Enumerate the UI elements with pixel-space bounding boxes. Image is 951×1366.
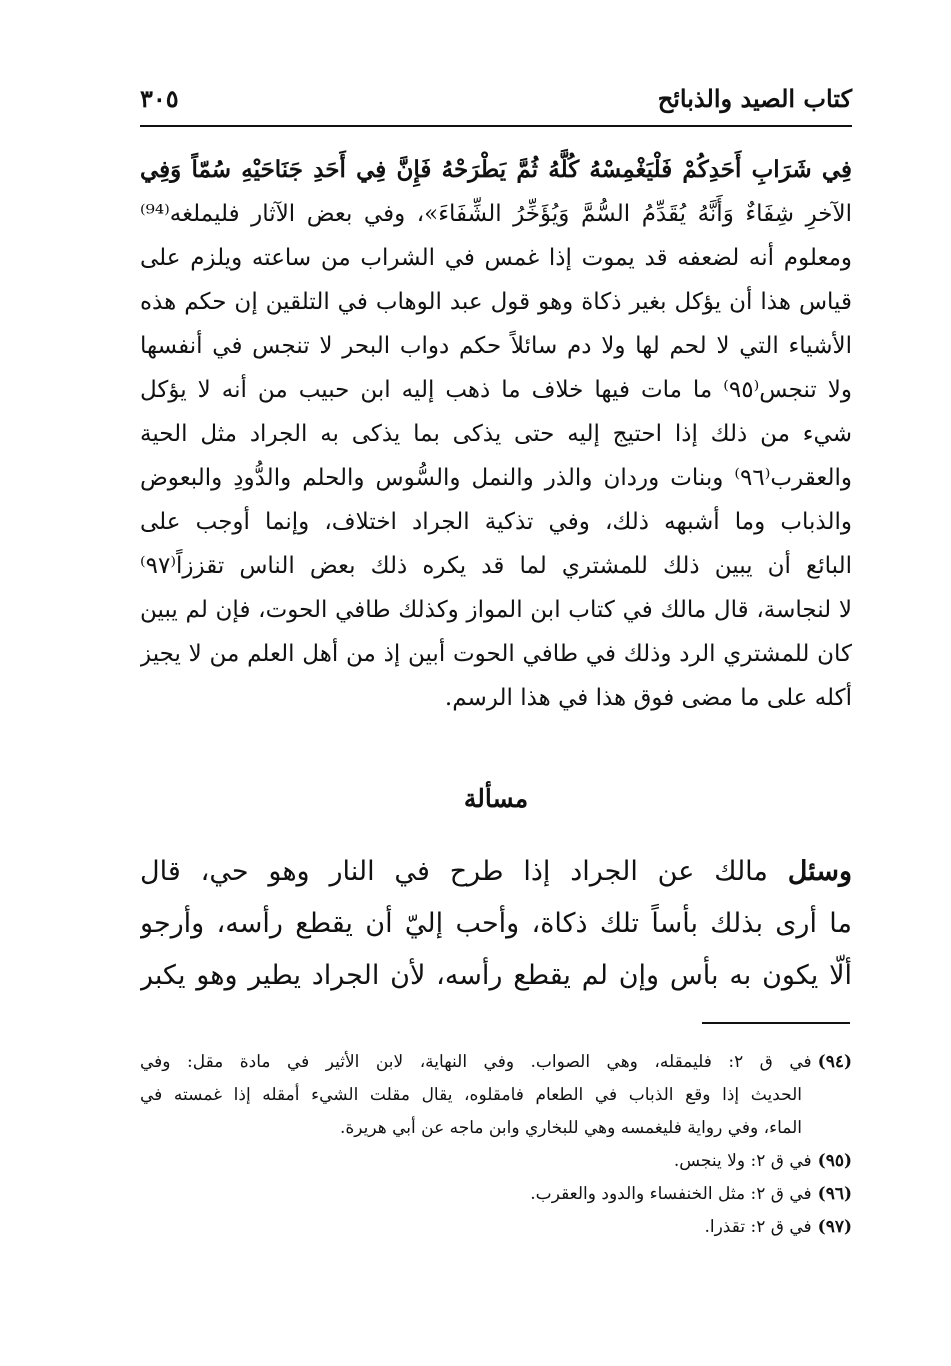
running-title: كتاب الصيد والذبائح bbox=[657, 84, 852, 113]
footnote-text: في ق ٢: مثل الخنفساء والدود والعقرب. bbox=[530, 1184, 812, 1204]
text-line: قياس هذا أن يؤكل بغير ذكاة وهو قول عبد الوهاب في التلقين إن حكم هذه bbox=[140, 289, 852, 315]
text-line: ومعلوم أنه لضعفه قد يموت إذا غمس في الشراب من ساعته ويلزم على bbox=[140, 245, 852, 271]
footnote-number: (٩٥) bbox=[817, 1151, 852, 1171]
text-line: أكله على ما مضى فوق هذا في هذا الرسم. bbox=[444, 685, 852, 711]
footnote-96 bbox=[140, 1178, 852, 1211]
footnote-94-cont: الحديث إذا وقع الذباب في الطعام فامقلوه، يقال مقلت الشيء أمقله إذا غمسته في bbox=[140, 1085, 802, 1105]
section-heading: مسألة bbox=[463, 784, 529, 813]
footnote-97 bbox=[140, 1211, 852, 1244]
footnote-text: في ق ٢: ولا ينجس. bbox=[673, 1151, 812, 1171]
text-line: والذباب وما أشبهه ذلك، وفي تذكية الجراد اختلاف، وإنما أوجب على bbox=[140, 509, 852, 535]
footnote-95 bbox=[140, 1145, 852, 1178]
section-line: ما أرى بذلك بأساً تلك ذكاة، وأحب إليّ أن يقطع رأسه، وأرجو bbox=[140, 908, 852, 939]
text-line: فِي شَرَابِ أَحَدِكُمْ فَلْيَغْمِسْهُ كُلَّهُ ثُمَّ يَطْرَحْهُ فَإِنَّ فِي أَحَدِ جَنَاحَيْهِ سُمّاً وَفِي bbox=[140, 156, 852, 183]
section-line: ألّا يكون به بأس وإن لم يقطع رأسه، لأن الجراد يطير وهو يكبر bbox=[140, 960, 852, 991]
page-header bbox=[140, 84, 852, 124]
footnotes bbox=[140, 1046, 852, 1244]
text-line: البائع أن يبين ذلك للمشتري لما قد يكره ذلك بعض الناس تقززاً⁽٩٧⁾ bbox=[140, 553, 852, 579]
lead-word: وسئل bbox=[787, 856, 852, 887]
text-line: والعقرب⁽٩٦⁾ وبنات وردان والذر والنمل والسُّوس والحلم والدُّودِ والبعوض bbox=[140, 465, 852, 491]
footnote-94-cont: الماء، وفي رواية فليغمسه وهي للبخاري وابن ماجه عن أبي هريرة. bbox=[339, 1118, 802, 1138]
footnote-rule bbox=[702, 1022, 850, 1024]
text-line: ولا تنجس⁽٩٥⁾ ما مات فيها خلاف ما ذهب إليه ابن حبيب من أنه لا يؤكل bbox=[140, 377, 852, 403]
text-line: الأشياء التي لا لحم لها ولا دم سائلاً حكم دواب البحر لا تنجس في أنفسها bbox=[140, 333, 852, 359]
section-line-rest: مالك عن الجراد إذا طرح في النار وهو حي، قال bbox=[140, 856, 788, 887]
main-text bbox=[140, 148, 852, 720]
header-rule bbox=[140, 125, 852, 127]
footnote-number: (٩٦) bbox=[817, 1184, 852, 1204]
page-number: ٣٠٥ bbox=[140, 84, 179, 113]
text-line: لا لنجاسة، قال مالك في كتاب ابن المواز وكذلك طافي الحوت، فإن لم يبين bbox=[140, 597, 852, 623]
text-line: شيء من ذلك إذا احتيج إليه حتى يذكى بما يذكى به الجراد مثل الحية bbox=[140, 421, 852, 447]
text-line: الآخرِ شِفَاءٌ وَأَنَّهُ يُقَدِّمُ السُّمَّ وَيُؤَخِّرُ الشِّفَاءَ»، وفي بعض الآثار فليملغه⁽⁹⁴⁾ bbox=[140, 201, 852, 227]
footnote-text: في ق ٢: فليمقله، وهي الصواب. وفي النهاية، لابن الأثير في مادة مقل: وفي bbox=[140, 1052, 812, 1072]
section-text bbox=[140, 846, 852, 1002]
footnote-94 bbox=[140, 1046, 852, 1079]
footnote-text: في ق ٢: تقذرا. bbox=[704, 1217, 812, 1237]
text-line: كان للمشتري الرد وذلك في طافي الحوت أبين إذ من أهل العلم من لا يجيز bbox=[140, 641, 852, 667]
footnote-number: (٩٤) bbox=[817, 1052, 852, 1072]
section-line bbox=[140, 846, 852, 898]
footnote-number: (٩٧) bbox=[817, 1217, 852, 1237]
